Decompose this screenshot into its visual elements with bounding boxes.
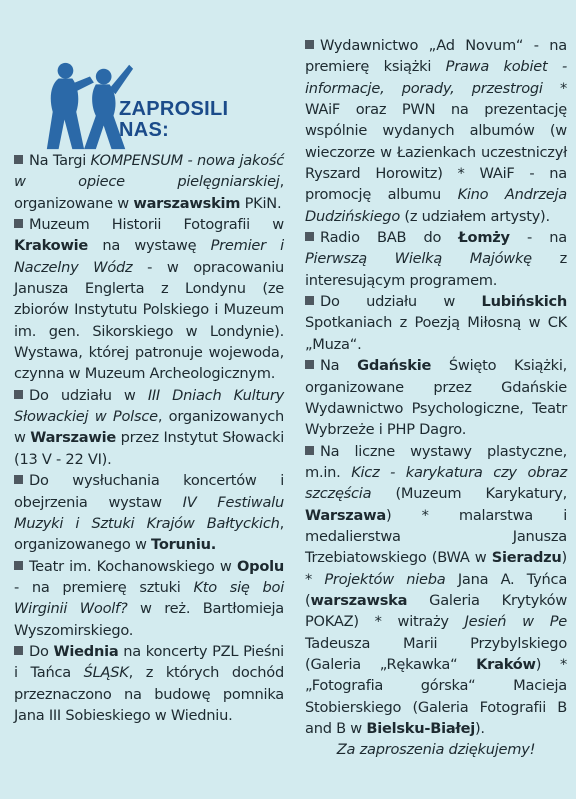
event-title: Kicz - karykatura czy obraz szczęścia [305, 463, 567, 503]
item-text: Spotkaniach z Poezją Miłosną w CK „Muza“. [305, 314, 567, 353]
event-title: Premier i Naczelny Wódz [14, 237, 284, 276]
item-text: Do udziału w [29, 386, 148, 404]
place-name: Lubińskich [481, 293, 567, 311]
item-text: Tadeusza Marii Przybylskiego (Galeria „Rękawka“ [305, 634, 567, 673]
item-text: ) * „Fotografia górska“ Macieja Stobierskiego (Galeria Fotografii B and B w [305, 655, 567, 737]
item-text: na wystawę [88, 237, 211, 255]
event-title: Kto się boi Wirginii Woolf? [14, 578, 285, 618]
place-name: Kraków [476, 655, 536, 673]
event-title: IV Festiwalu Muzyki i Sztuki Krajów Bałtyckich [14, 493, 284, 532]
square-bullet-icon [305, 232, 314, 241]
place-name: Toruniu. [151, 536, 217, 554]
item-text: (Muzeum Karykatury, [371, 485, 567, 503]
square-bullet-icon [305, 296, 314, 305]
square-bullet-icon [14, 561, 23, 570]
item-text: ) * malarstwa i medalierstwa Janusza Trzebiatowskiego (BWA w [305, 506, 567, 567]
list-item [14, 470, 284, 555]
left-item-list [14, 150, 284, 726]
item-text: Do udziału w [320, 293, 482, 311]
header-area [14, 0, 284, 150]
square-bullet-icon [305, 360, 314, 369]
place-name: warszawskim [133, 194, 241, 212]
left-column [14, 0, 284, 726]
item-text: Na [320, 357, 358, 375]
event-title: Pierwszą Wielką Majówkę [305, 250, 532, 268]
event-title: KOMPENSUM - nowa jakość w opiece pielęgniarskiej [14, 152, 284, 191]
list-item [305, 227, 567, 291]
item-text: , organizowane w [14, 173, 284, 212]
place-name: Warszawa [305, 506, 386, 524]
item-text: PKiN. [240, 194, 282, 212]
place-name: Bielsku-Białej [366, 720, 475, 737]
item-text: , organizowanych w [14, 408, 284, 447]
place-name: Warszawie [30, 429, 117, 447]
item-text: Na Targi [29, 152, 91, 169]
square-bullet-icon [14, 390, 23, 399]
list-item [14, 641, 284, 726]
place-name: Wiednia [53, 642, 119, 660]
list-item [305, 355, 567, 440]
event-title: Jesień w Pe [464, 613, 567, 631]
item-text: Na liczne wystawy plastyczne, m.in. [305, 442, 567, 481]
square-bullet-icon [14, 646, 23, 655]
place-name: Łomży [458, 229, 510, 247]
item-text: Radio BAB do [320, 229, 459, 247]
item-text: Galeria Krytyków POKAZ) * witraży [305, 591, 567, 631]
right-column [305, 35, 567, 761]
item-text: , z których dochód przeznaczono na budowę pomnika Jana III Sobieskiego w Wiedniu. [14, 664, 284, 724]
place-name: Krakowie [14, 237, 89, 255]
place-name: warszawska [310, 591, 408, 609]
square-bullet-icon [305, 446, 314, 455]
event-title: Projektów nieba [324, 570, 446, 588]
item-text: Do wysłuchania koncertów i obejrzenia wystaw [14, 472, 284, 511]
item-text: ) * [305, 549, 567, 588]
list-item [305, 441, 567, 740]
item-text: Teatr im. Kochanowskiego w [29, 557, 237, 575]
event-title: Prawa kobiet - informacje, porady, przestrogi [305, 58, 567, 97]
place-name: Gdańskie [357, 357, 432, 375]
item-text: Muzeum Historii Fotografii w [29, 216, 284, 234]
item-text: Do [29, 642, 54, 660]
square-bullet-icon [14, 475, 23, 484]
item-text: Wydawnictwo „Ad Novum“ - na premierę książki [305, 37, 567, 76]
square-bullet-icon [14, 155, 23, 164]
item-text: - na premierę sztuki [14, 578, 194, 596]
item-text: ). [474, 720, 485, 737]
right-item-list [305, 35, 567, 739]
list-item [305, 291, 567, 355]
list-item [14, 214, 284, 385]
item-text: - na [509, 229, 567, 247]
event-title: III Dniach Kultury Słowackiej w Polsce [14, 386, 284, 426]
item-text: przez Instytut Słowacki (13 V - 22 VI). [14, 429, 284, 468]
list-item [14, 385, 284, 470]
item-text: (z udziałem artysty). [400, 207, 550, 225]
list-item [14, 150, 284, 214]
list-item [14, 556, 284, 641]
square-bullet-icon [14, 219, 23, 228]
item-text: Jana A. Tyńca ( [305, 570, 568, 609]
item-text: - w opracowaniu Janusza Englerta z Londynu (ze zbiorów Instytutu Polskiego i Muzeum im. gen. Sikorskiego w Londynie). Wystawa, której patronuje wojewoda, czynna w Muzeum Archeologicznym. [14, 258, 285, 383]
item-text: z interesującym programem. [305, 250, 567, 289]
item-text: w reż. Bartłomieja Wyszomirskiego. [14, 600, 285, 639]
section-heading: ZAPROSILI NAS: [119, 98, 229, 142]
list-item [305, 35, 567, 227]
item-text: , organizowanego w [14, 514, 284, 554]
item-text: * WAiF oraz PWN na prezentację wspólnie wydanych albumów (w wieczorze w Łazienkach uczestniczył Ryszard Horowitz) * WAiF - na promocję albumu [305, 79, 567, 204]
event-title: ŚLĄSK [83, 664, 129, 682]
square-bullet-icon [305, 40, 314, 49]
place-name: Opolu [236, 557, 284, 575]
event-title: Kino Andrzeja Dudzińskiego [305, 186, 568, 225]
place-name: Sieradzu [491, 549, 562, 567]
item-text: Święto Książki, organizowane przez Gdańskie Wydawnictwo Psychologiczne, Teatr Wybrzeże i PHP Dagro. [305, 357, 568, 439]
closing-line: Za zaproszenia dziękujemy! [336, 741, 536, 759]
item-text: na koncerty PZL Pieśni i Tańca [14, 642, 284, 682]
